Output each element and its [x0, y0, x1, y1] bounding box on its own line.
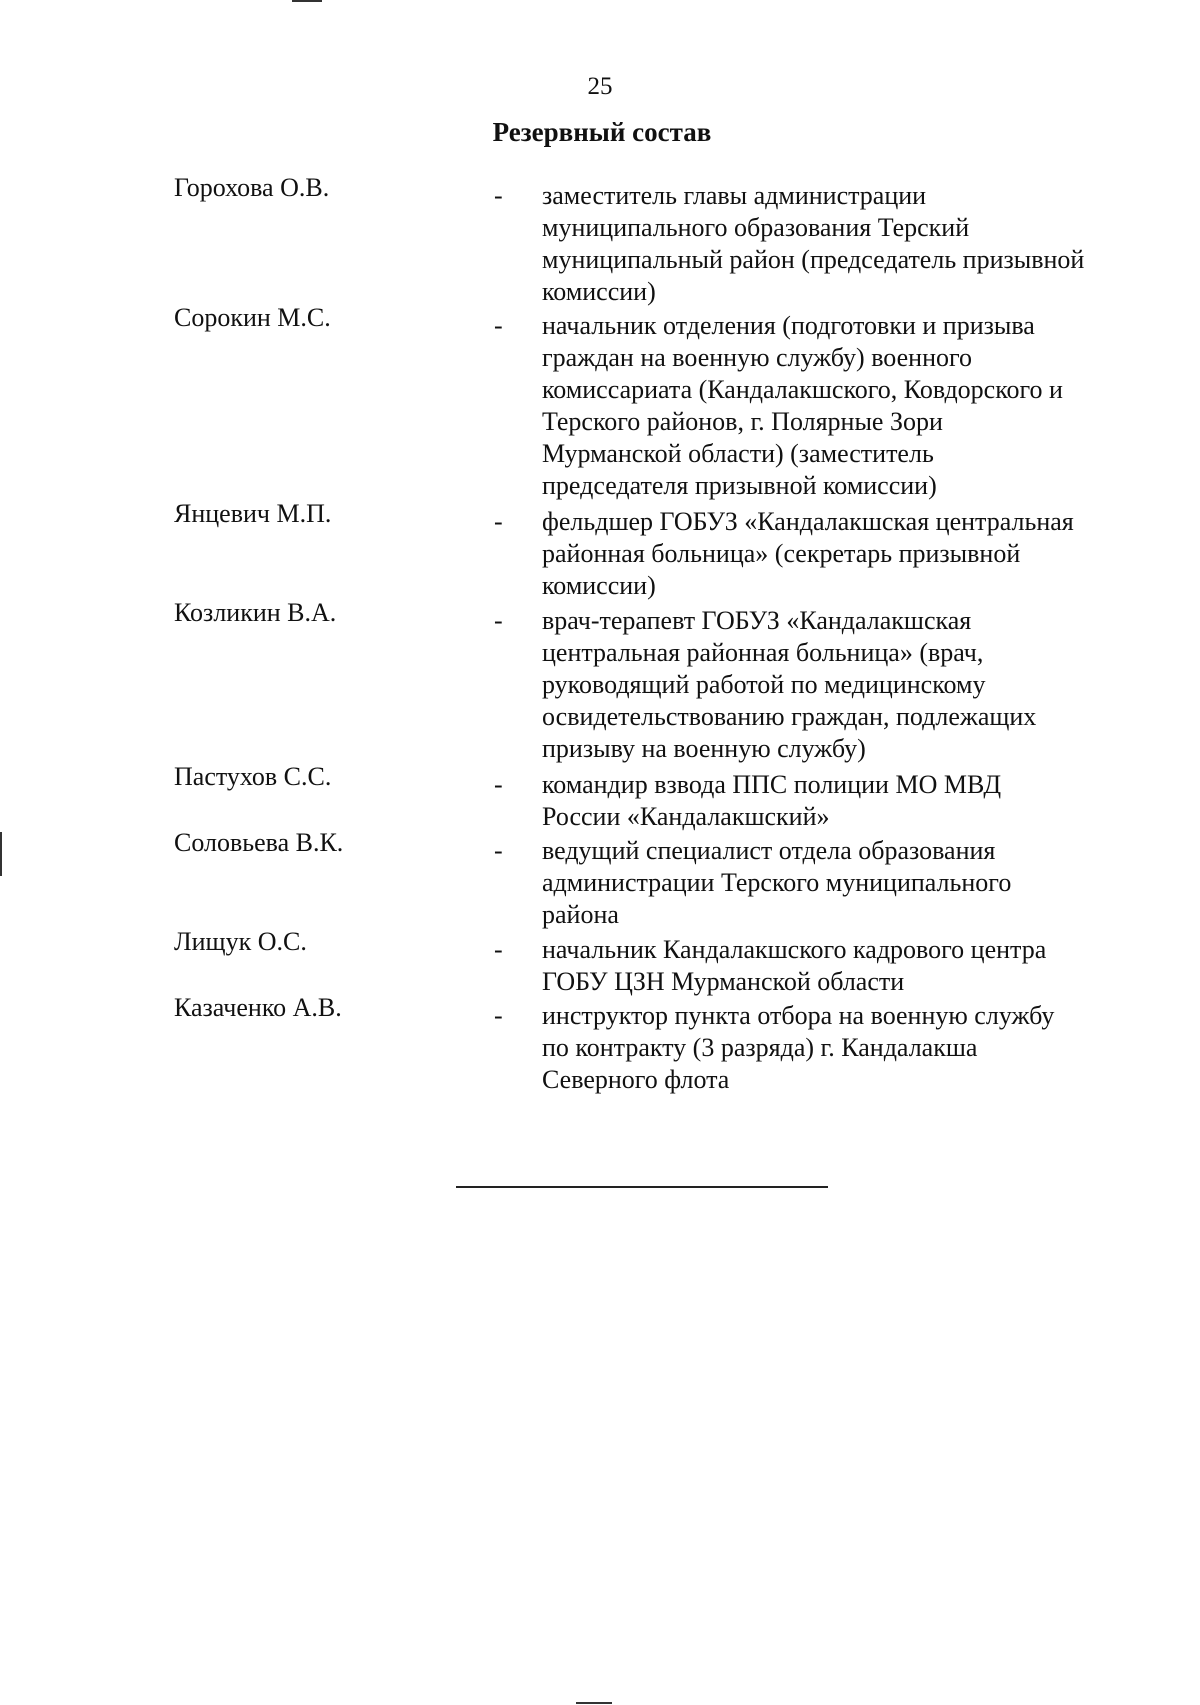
- member-row: [174, 993, 1154, 1099]
- scan-mark-bottom: [576, 1702, 612, 1704]
- member-role: командир взвода ППС полиции МО МВД России «Кандалакшский»: [542, 770, 1002, 831]
- member-role: инструктор пункта отбора на военную службу по контракту (3 разряда) г. Кандалакша Северного флота: [542, 1001, 1055, 1094]
- page-number: 25: [587, 73, 613, 100]
- member-row: [174, 303, 1154, 506]
- member-row: [174, 598, 1154, 769]
- member-dash: -: [494, 181, 503, 210]
- member-row: [174, 762, 1154, 835]
- member-row: [174, 828, 1154, 934]
- member-dash: -: [494, 935, 503, 964]
- member-dash: -: [494, 311, 503, 340]
- member-name: Пастухов С.С.: [174, 762, 332, 791]
- scan-mark-left: [0, 832, 2, 876]
- member-name: Горохова О.В.: [174, 173, 330, 202]
- member-name: Козликин В.А.: [174, 598, 337, 627]
- member-dash: -: [494, 606, 503, 635]
- member-name: Соловьева В.К.: [174, 828, 344, 857]
- member-role: начальник Кандалакшского кадрового центра ГОБУ ЦЗН Мурманской области: [542, 935, 1047, 996]
- member-name: Янцевич М.П.: [174, 499, 332, 528]
- end-divider: [456, 1186, 828, 1188]
- member-name: Казаченко А.В.: [174, 993, 342, 1022]
- member-name: Лищук О.С.: [174, 927, 307, 956]
- member-role: врач-терапевт ГОБУЗ «Кандалакшская центральная районная больница» (врач, руководящий работой по медицинскому освидетельствованию граждан, подлежащих призыву на военную службу): [542, 606, 1037, 763]
- member-dash: -: [494, 770, 503, 799]
- member-role: фельдшер ГОБУЗ «Кандалакшская центральная районная больница» (секретарь призывной комиссии): [542, 507, 1074, 600]
- member-dash: -: [494, 836, 503, 865]
- member-dash: -: [494, 507, 503, 536]
- scan-mark-top: [292, 0, 322, 2]
- member-row: [174, 499, 1154, 605]
- member-role: ведущий специалист отдела образования администрации Терского муниципального района: [542, 836, 1012, 929]
- member-role: заместитель главы администрации муниципального образования Терский муниципальный район (председатель призывной комиссии): [542, 181, 1085, 306]
- member-name: Сорокин М.С.: [174, 303, 331, 332]
- member-row: [174, 173, 1154, 310]
- member-row: [174, 927, 1154, 1000]
- members-list: [174, 173, 1154, 1099]
- member-dash: -: [494, 1001, 503, 1030]
- member-role: начальник отделения (подготовки и призыва граждан на военную службу) военного комиссариата (Кандалакшского, Ковдорского и Терского районов, г. Полярные Зори Мурманской области) (заместитель председателя призывной комиссии): [542, 311, 1063, 500]
- section-title: Резервный состав: [492, 117, 712, 147]
